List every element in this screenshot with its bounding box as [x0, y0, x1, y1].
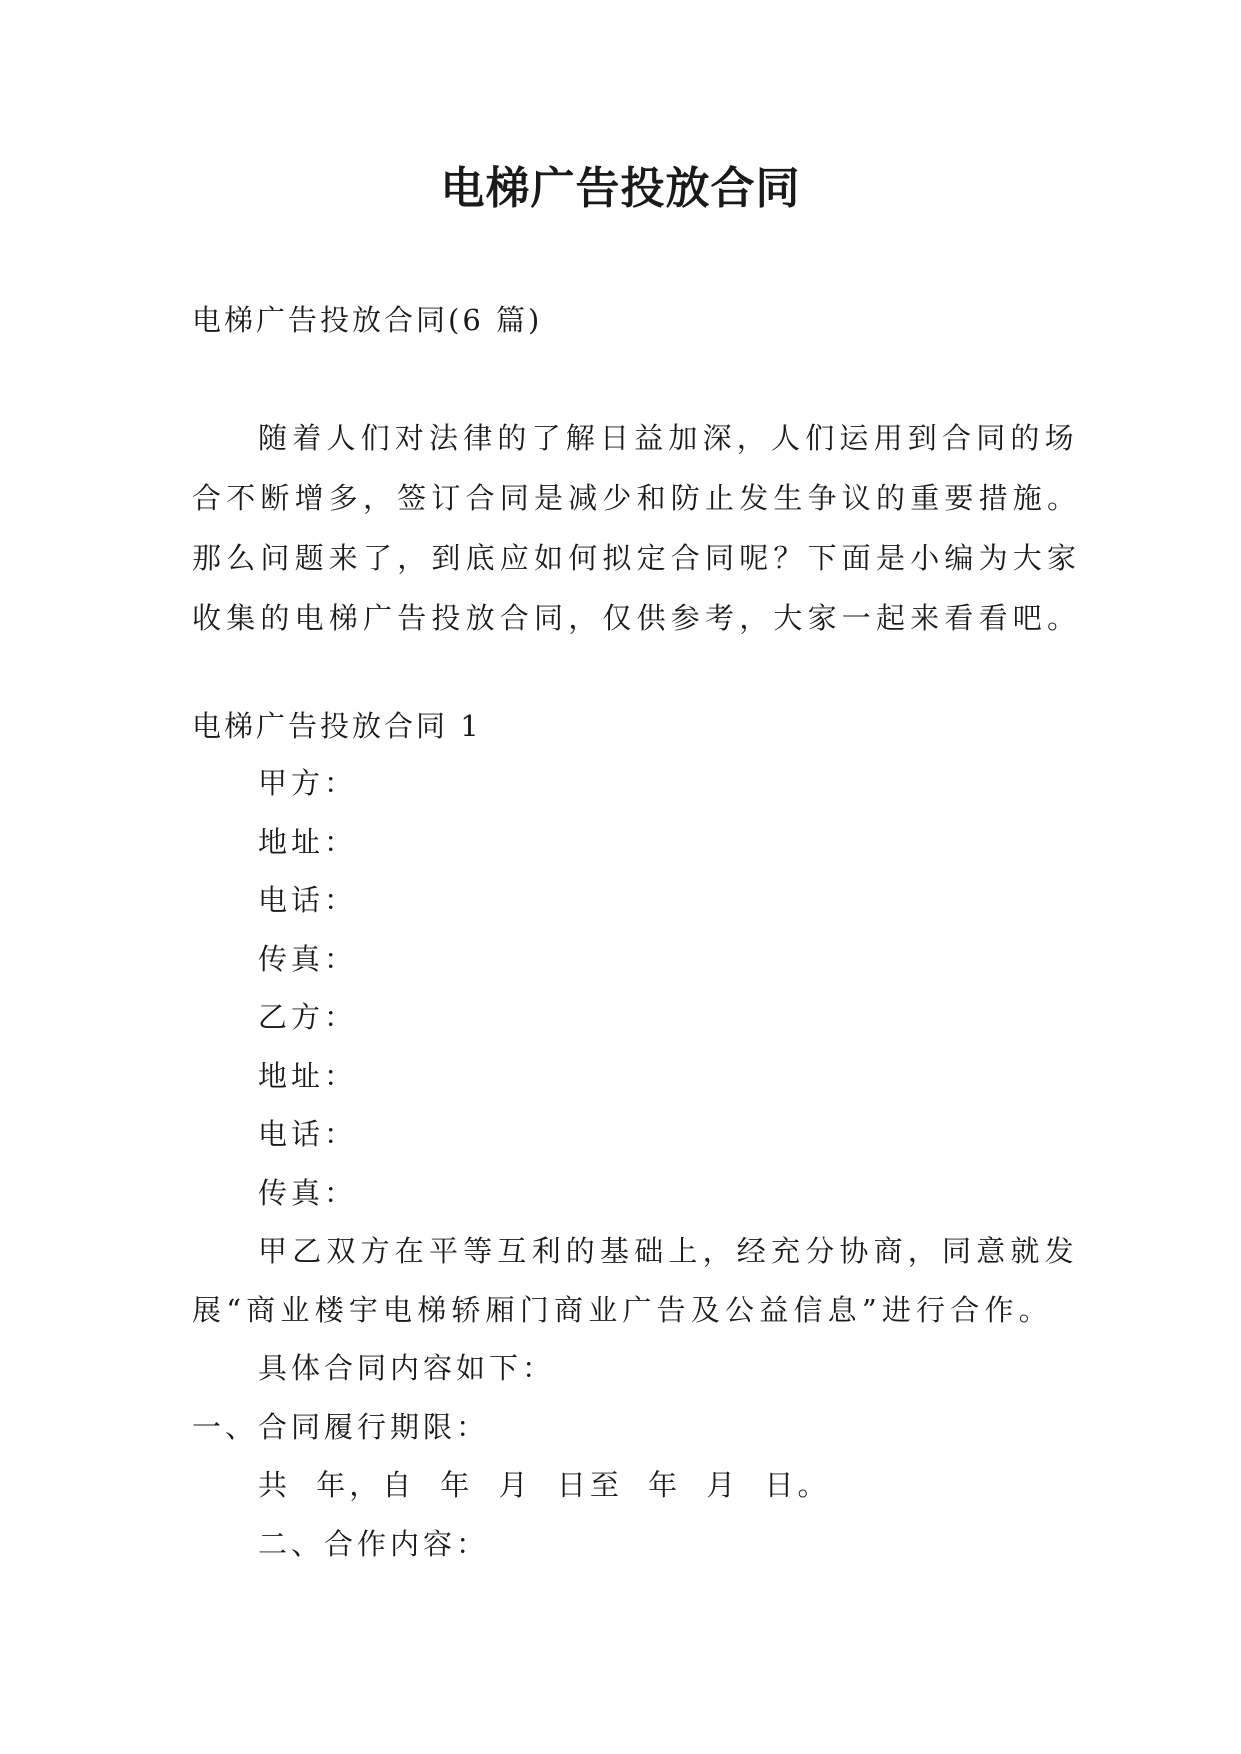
- intro-line: 收集的电梯广告投放合同，仅供参考，大家一起来看看吧。: [192, 601, 1082, 635]
- contract-body: [192, 754, 1092, 1573]
- intro-line: 合不断增多，签订合同是减少和防止发生争议的重要措施。: [192, 481, 1082, 515]
- party-a-address: 地址：: [258, 824, 358, 859]
- clause-1-heading: 一、合同履行期限：: [192, 1409, 490, 1444]
- party-a-fax: 传真：: [258, 941, 358, 976]
- agreement-line: 甲乙双方在平等互利的基础上，经充分协商，同意就发: [258, 1234, 1079, 1268]
- section-heading: 电梯广告投放合同 1: [192, 709, 482, 743]
- document-subtitle: 电梯广告投放合同(6 篇): [192, 303, 543, 337]
- intro-paragraph: [192, 408, 1082, 648]
- intro-line: 随着人们对法律的了解日益加深，人们运用到合同的场: [258, 421, 1079, 455]
- party-b-label: 乙方：: [258, 1000, 358, 1034]
- intro-line: 那么问题来了，到底应如何拟定合同呢？下面是小编为大家: [192, 541, 1082, 575]
- document-title: 电梯广告投放合同: [440, 163, 801, 214]
- party-a-phone: 电话：: [258, 883, 358, 917]
- agreement-line: 展“商业楼宇电梯轿厢门商业广告及公益信息”进行合作。: [192, 1292, 1053, 1327]
- clause-1-body: 共 年，自 年 月 日至 年 月 日。: [258, 1468, 831, 1502]
- party-b-fax: 传真：: [258, 1175, 358, 1210]
- contract-intro: 具体合同内容如下：: [258, 1351, 556, 1385]
- party-b-address: 地址：: [258, 1058, 358, 1093]
- clause-2-heading: 二、合作内容：: [258, 1526, 490, 1561]
- party-b-phone: 电话：: [258, 1117, 358, 1151]
- party-a-label: 甲方：: [258, 766, 358, 800]
